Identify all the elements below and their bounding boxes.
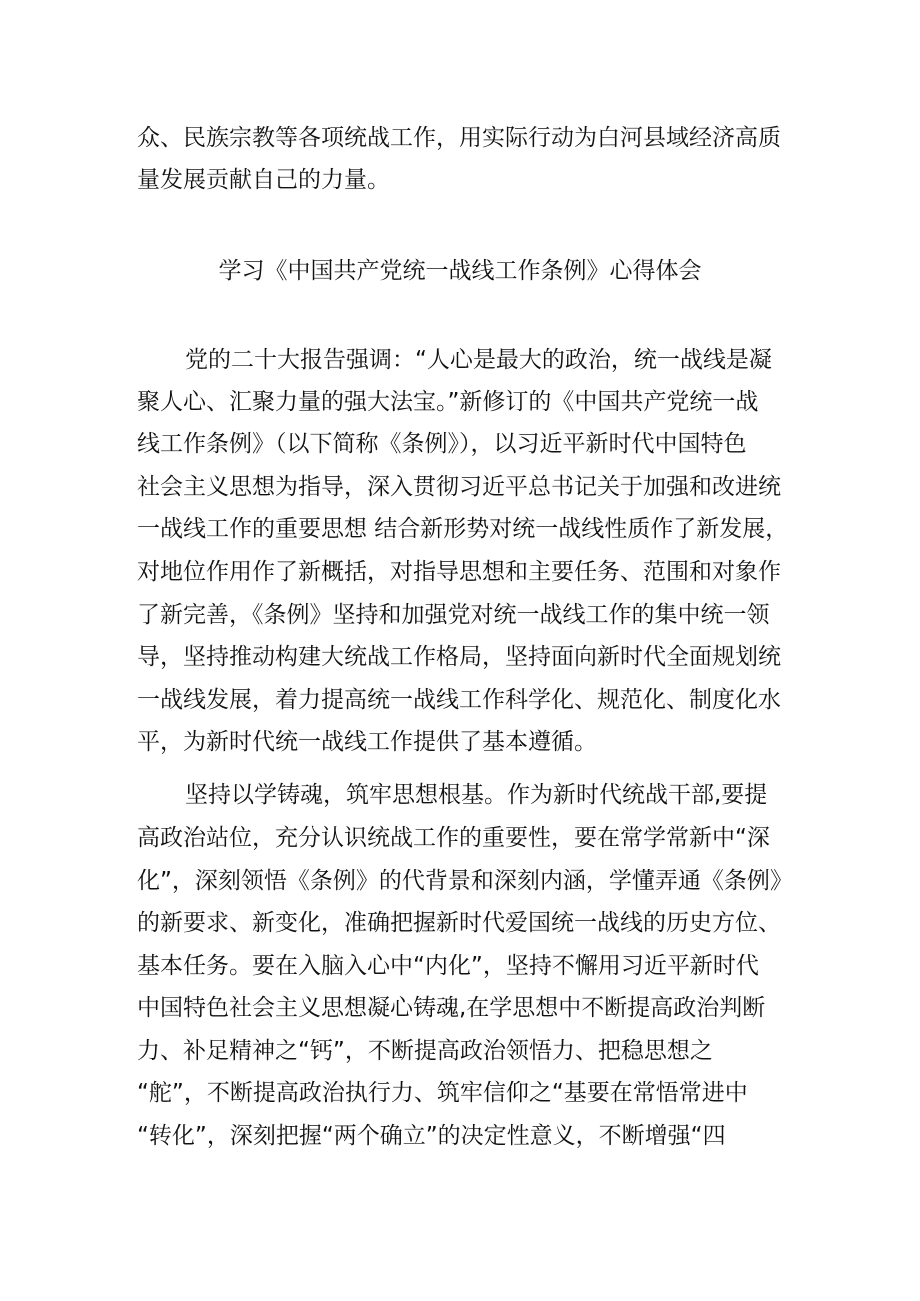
text-line: 中国特色社会主义思想凝心铸魂,在学思想中不断提高政治判断 [137, 995, 766, 1021]
text-line: 对地位作用作了新概括，对指导思想和主要任务、范围和对象作 [137, 559, 781, 585]
text-line: 聚人心、汇聚力量的强大法宝。”新修订的《中国共产党统一战 [137, 389, 759, 415]
text-line: 坚持以学铸魂，筑牢思想根基。作为新时代统战干部,要提 [185, 782, 768, 808]
text-line: 了新完善，《条例》坚持和加强党对统一战线工作的集中统一领 [137, 602, 770, 628]
text-line: 社会主义思想为指导，深入贯彻习近平总书记关于加强和改进统 [137, 474, 781, 500]
text-line: 党的二十大报告强调：“人心是最大的政治，统一战线是凝 [185, 347, 772, 373]
text-line: 导，坚持推动构建大统战工作格局，坚持面向新时代全面规划统 [137, 644, 781, 670]
text-line: 化”，深刻领悟《条例》的代背景和深刻内涵，学懂弄通《条例》 [137, 868, 793, 894]
text-line: 的新要求、新变化，准确把握新时代爱国统一战线的历史方位、 [137, 910, 781, 936]
text-line: 高政治站位，充分认识统战工作的重要性，要在常学常新中“深 [137, 825, 770, 851]
document-title: 学习《中国共产党统一战线工作条例》心得体会 [218, 258, 702, 284]
text-line: 力、补足精神之“钙”，不断提高政治领悟力、把稳思想之 [137, 1038, 713, 1064]
text-line: “舵”，不断提高政治执行力、筑牢信仰之“基要在常悟常进中 [137, 1080, 748, 1106]
text-line: “转化”，深刻把握“两个确立”的决定性意义，不断增强“四 [137, 1123, 726, 1149]
text-line: 平，为新时代统一战线工作提供了基本遵循。 [137, 729, 597, 755]
text-line: 线工作条例》（以下简称《条例》），以习近平新时代中国特色 [137, 431, 747, 457]
text-line: 一战线工作的重要思想 结合新形势对统一战线性质作了新发展， [137, 516, 789, 542]
text-line: 基本任务。要在入脑入心中“内化”，坚持不懈用习近平新时代 [137, 953, 759, 979]
text-line: 一战线发展，着力提高统一战线工作科学化、规范化、制度化水 [137, 687, 781, 713]
text-line: 量发展贡献自己的力量。 [137, 167, 390, 193]
text-line: 众、民族宗教等各项统战工作，用实际行动为白河县域经济高质 [137, 125, 781, 151]
